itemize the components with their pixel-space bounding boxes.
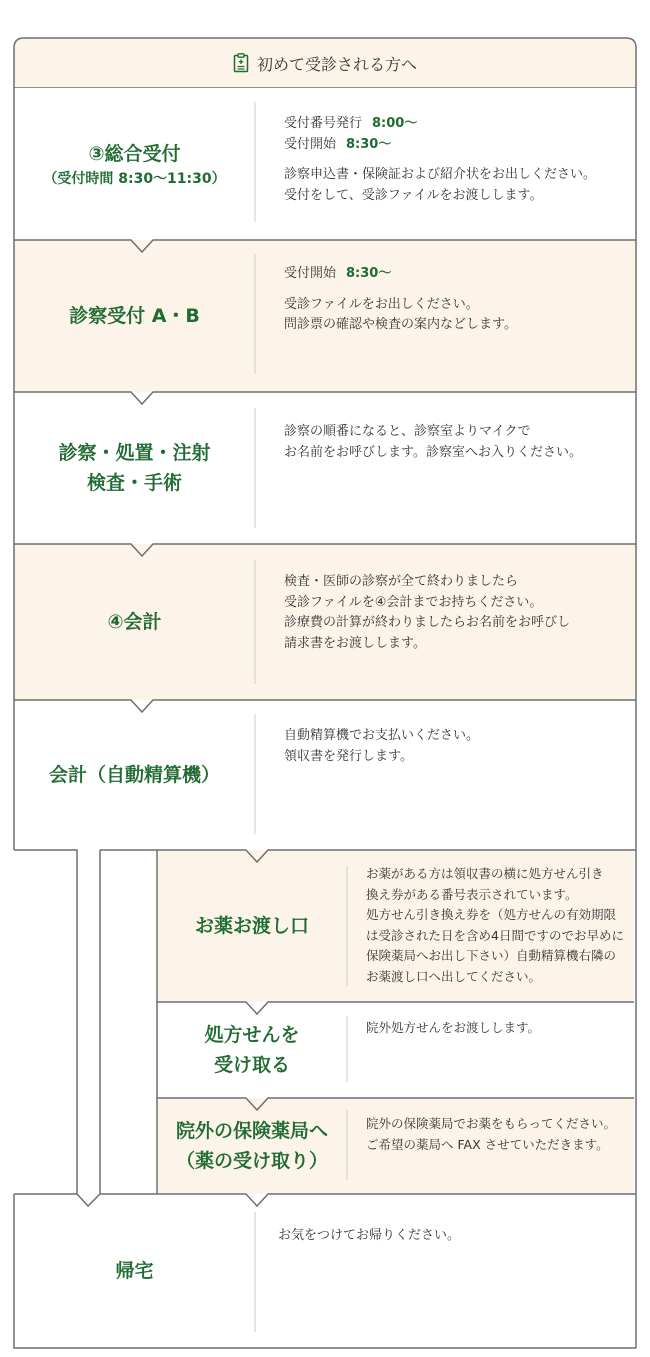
- header: [14, 38, 636, 88]
- step-subtitle: （受付時間 8:30〜11:30）: [43, 171, 226, 187]
- step-desc-examination: 診察の順番になると、診察室よりマイクで お名前をお呼びします。診察室へお入りください。: [284, 424, 582, 460]
- step-title-outside-pharmacy: 院外の保険薬局へ （薬の受け取り）: [175, 1120, 328, 1172]
- time-row: 受付番号発行 8:00〜: [284, 116, 418, 131]
- page-title: 初めて受診される方へ: [256, 54, 417, 74]
- step-desc-general-reception: 受付番号発行 8:00〜 受付開始 8:30〜 診察申込書・保険証および紹介状をお出しください。 受付をして、受診ファイルをお渡しします。: [284, 116, 597, 203]
- step-desc-accounting: 検査・医師の診察が全て終わりましたら 受診ファイルを④会計までお持ちください。 診療費の計算が終わりましたらお名前をお呼びし 請求書をお渡しします。: [284, 574, 571, 651]
- step-desc-medicine-counter: お薬がある方は領収書の横に処方せん引き 換え券がある番号表示されています。 処方せん引き換え券を（処方せんの有効期限 は受診された日を含め4日間ですのでお早めに 保険薬局へお出し下さい）自動精算機右隣の お薬渡し口へ出してください。: [366, 866, 624, 984]
- step-desc-auto-payment: 自動精算機でお支払いください。 領収書を発行します。: [284, 728, 480, 764]
- step-desc-outside-pharmacy: 院外の保険薬局でお薬をもらってください。 ご希望の薬局へ FAX させていただきます。: [366, 1116, 617, 1152]
- step-title-go-home: 帰宅: [115, 1260, 154, 1282]
- step-desc-go-home: お気をつけてお帰りください。: [278, 1228, 461, 1243]
- time-row: 受付開始 8:30〜: [284, 136, 392, 152]
- clipboard-icon: [233, 53, 249, 73]
- step-title-medicine-counter: お薬お渡し口: [194, 915, 309, 937]
- step-title-general-reception: ③総合受付 （受付時間 8:30〜11:30）: [43, 143, 226, 187]
- step-title-auto-payment: 会計（自動精算機）: [48, 764, 220, 786]
- step-title-exam-reception: 診察受付 A・B: [69, 305, 200, 327]
- step-desc-exam-reception: 受付開始 8:30〜 受診ファイルをお出しください。 問診票の確認や検査の案内などします。: [284, 266, 517, 332]
- time-row: 受付開始 8:30〜: [284, 266, 392, 281]
- step-title-receive-prescription: 処方せんを 受け取る: [204, 1024, 300, 1076]
- step-desc-receive-prescription: 院外処方せんをお渡しします。: [366, 1020, 541, 1035]
- step-title-examination: 診察・処置・注射 検査・手術: [58, 442, 211, 494]
- step-title-accounting: ④会計: [107, 611, 162, 633]
